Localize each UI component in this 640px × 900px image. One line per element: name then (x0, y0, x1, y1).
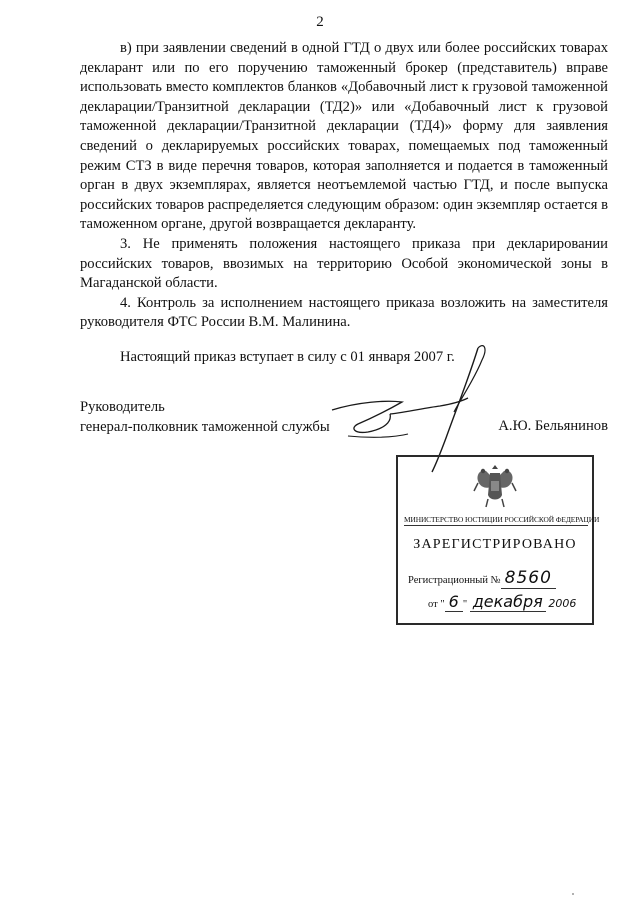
stamp-ministry-name: МИНИСТЕРСТВО ЮСТИЦИИ РОССИЙСКОЙ ФЕДЕРАЦИИ (404, 515, 600, 524)
stamp-reg-number-handwritten: 8560 (501, 568, 556, 589)
paragraph-4: 4. Контроль за исполнением настоящего приказа возложить на заместителя руководителя ФТС России В.М. Малинина. (80, 294, 608, 331)
signatory-position-line2: генерал-полковник таможенной службы (80, 418, 330, 435)
stamp-date-quote: " (462, 599, 468, 610)
effective-date-text: Настоящий приказ вступает в силу с 01 января 2007 г. (120, 348, 455, 365)
registration-stamp (396, 455, 600, 625)
signatory-position-line1: Руководитель (80, 399, 165, 415)
stamp-registration-number (408, 568, 556, 588)
stamp-date-year: 2006 (548, 597, 577, 610)
double-headed-eagle-icon (472, 461, 518, 511)
stamp-date-month: декабря (470, 592, 546, 612)
signatory-name: А.Ю. Бельянинов (498, 418, 608, 434)
stamp-date-prefix: от " (428, 599, 445, 610)
stamp-registration-date (428, 592, 576, 611)
signatory-position (80, 398, 330, 437)
document-body (80, 39, 608, 368)
scan-speck (572, 893, 574, 895)
paragraph-3: 3. Не применять положения настоящего приказа при декларировании российских товаров, ввозимых на территорию Особой экономической зоны в Магаданской области. (80, 235, 608, 292)
stamp-reg-label: Регистрационный № (408, 575, 501, 586)
paragraph-2v: в) при заявлении сведений в одной ГТД о двух или более российских товарах декларант или по его поручению таможенный брокер (представитель) вправе использовать вместо комплектов бланков «Добавочный лист к грузовой таможенной декларации/Транзитной декларации (ТД2)» или «Добавочный лист к грузовой таможенной декларации/Транзитной декларации (ТД4)» форму для заявления сведений о декларируемых российских товарах, помещаемых под таможенный режим СТЗ в виде перечня товаров, которая заполняется и подается в таможенный орган в двух экземплярах, является неотъемлемой частью ГТД, и после выпуска российских товаров распределяется следующим образом: один экземпляр остается в таможенном органе, другой возвращается декларанту. (80, 40, 608, 233)
stamp-registered-label: ЗАРЕГИСТРИРОВАНО (413, 537, 577, 552)
stamp-date-day: 6 (445, 592, 463, 612)
page-number: 2 (316, 14, 324, 30)
